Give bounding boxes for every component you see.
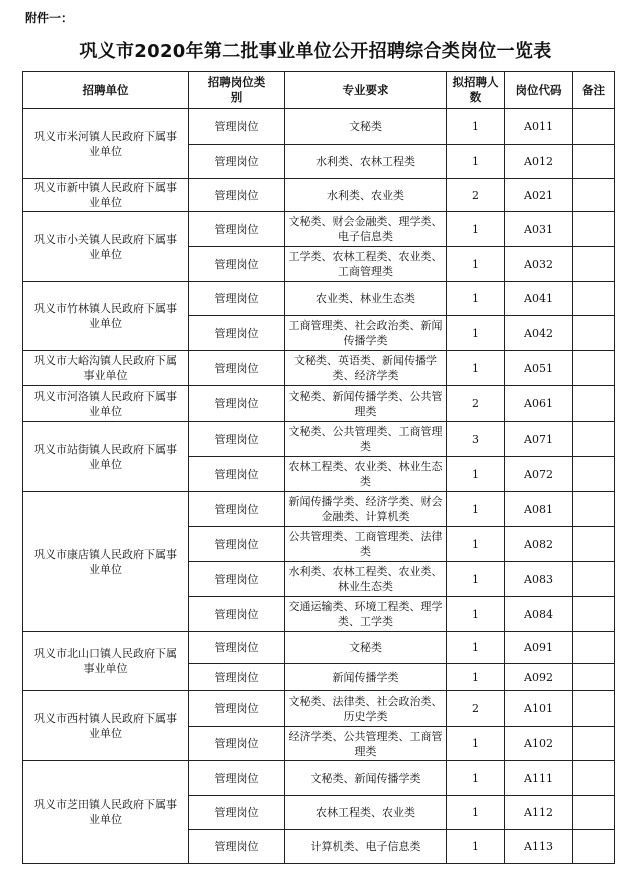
cell-major: 文秘类 xyxy=(285,109,447,145)
cell-code: A083 xyxy=(505,562,573,597)
cell-note xyxy=(573,179,615,212)
header-category: 招聘岗位类别 xyxy=(189,72,285,109)
cell-note xyxy=(573,761,615,796)
cell-major: 经济学类、公共管理类、工商管理类 xyxy=(285,727,447,761)
cell-count: 1 xyxy=(447,632,505,664)
cell-category: 管理岗位 xyxy=(189,422,285,457)
cell-unit: 巩义市北山口镇人民政府下属事业单位 xyxy=(23,632,189,691)
cell-count: 1 xyxy=(447,145,505,179)
cell-code: A102 xyxy=(505,727,573,761)
cell-category: 管理岗位 xyxy=(189,632,285,664)
cell-major: 文秘类、财会金融类、理学类、电子信息类 xyxy=(285,212,447,247)
cell-note xyxy=(573,727,615,761)
cell-note xyxy=(573,145,615,179)
cell-category: 管理岗位 xyxy=(189,247,285,282)
cell-count: 1 xyxy=(447,727,505,761)
cell-code: A032 xyxy=(505,247,573,282)
cell-unit: 巩义市河洛镇人民政府下属事业单位 xyxy=(23,386,189,422)
cell-note xyxy=(573,597,615,632)
cell-major: 交通运输类、环境工程类、理学类、工学类 xyxy=(285,597,447,632)
header-major: 专业要求 xyxy=(285,72,447,109)
document-title: 巩义市2020年第二批事业单位公开招聘综合类岗位一览表 xyxy=(79,41,552,62)
cell-unit: 巩义市西村镇人民政府下属事业单位 xyxy=(23,691,189,761)
cell-major: 新闻传播学类、经济学类、财会金融类、计算机类 xyxy=(285,492,447,527)
cell-count: 1 xyxy=(447,247,505,282)
cell-count: 1 xyxy=(447,457,505,492)
cell-major: 文秘类、公共管理类、工商管理类 xyxy=(285,422,447,457)
cell-major: 文秘类、新闻传播学类、公共管理类 xyxy=(285,386,447,422)
table-row xyxy=(23,761,615,796)
table-body xyxy=(23,109,615,864)
cell-code: A012 xyxy=(505,145,573,179)
cell-count: 1 xyxy=(447,351,505,386)
cell-category: 管理岗位 xyxy=(189,830,285,864)
cell-note xyxy=(573,632,615,664)
header-code: 岗位代码 xyxy=(505,72,573,109)
cell-note xyxy=(573,664,615,691)
cell-category: 管理岗位 xyxy=(189,316,285,351)
cell-category: 管理岗位 xyxy=(189,761,285,796)
cell-major: 新闻传播学类 xyxy=(285,664,447,691)
cell-category: 管理岗位 xyxy=(189,796,285,830)
cell-code: A021 xyxy=(505,179,573,212)
cell-count: 1 xyxy=(447,109,505,145)
cell-code: A042 xyxy=(505,316,573,351)
cell-code: A031 xyxy=(505,212,573,247)
cell-count: 2 xyxy=(447,179,505,212)
cell-code: A101 xyxy=(505,691,573,727)
cell-major: 农林工程类、农业类 xyxy=(285,796,447,830)
header-unit: 招聘单位 xyxy=(23,72,189,109)
cell-code: A084 xyxy=(505,597,573,632)
cell-category: 管理岗位 xyxy=(189,691,285,727)
cell-major: 文秘类、英语类、新闻传播学类、经济学类 xyxy=(285,351,447,386)
cell-unit: 巩义市竹林镇人民政府下属事业单位 xyxy=(23,282,189,351)
cell-category: 管理岗位 xyxy=(189,212,285,247)
cell-category: 管理岗位 xyxy=(189,282,285,316)
cell-count: 1 xyxy=(447,492,505,527)
cell-note xyxy=(573,212,615,247)
table-row xyxy=(23,109,615,145)
cell-count: 1 xyxy=(447,597,505,632)
cell-code: A011 xyxy=(505,109,573,145)
cell-count: 1 xyxy=(447,212,505,247)
cell-category: 管理岗位 xyxy=(189,386,285,422)
table-row xyxy=(23,632,615,664)
cell-count: 1 xyxy=(447,664,505,691)
header-note: 备注 xyxy=(573,72,615,109)
table-header-row xyxy=(23,72,615,109)
cell-note xyxy=(573,316,615,351)
cell-note xyxy=(573,247,615,282)
cell-major: 农业类、林业生态类 xyxy=(285,282,447,316)
cell-unit: 巩义市小关镇人民政府下属事业单位 xyxy=(23,212,189,282)
cell-code: A113 xyxy=(505,830,573,864)
cell-major: 计算机类、电子信息类 xyxy=(285,830,447,864)
table-row xyxy=(23,351,615,386)
cell-code: A072 xyxy=(505,457,573,492)
cell-count: 1 xyxy=(447,316,505,351)
cell-major: 水利类、农林工程类 xyxy=(285,145,447,179)
cell-category: 管理岗位 xyxy=(189,145,285,179)
cell-note xyxy=(573,691,615,727)
cell-major: 公共管理类、工商管理类、法律类 xyxy=(285,527,447,562)
cell-note xyxy=(573,796,615,830)
cell-note xyxy=(573,386,615,422)
cell-category: 管理岗位 xyxy=(189,664,285,691)
cell-unit: 巩义市新中镇人民政府下属事业单位 xyxy=(23,179,189,212)
cell-code: A082 xyxy=(505,527,573,562)
cell-count: 2 xyxy=(447,691,505,727)
cell-category: 管理岗位 xyxy=(189,109,285,145)
cell-note xyxy=(573,562,615,597)
cell-category: 管理岗位 xyxy=(189,562,285,597)
cell-note xyxy=(573,422,615,457)
table-row xyxy=(23,179,615,212)
cell-code: A112 xyxy=(505,796,573,830)
cell-note xyxy=(573,492,615,527)
cell-major: 工学类、农林工程类、农业类、工商管理类 xyxy=(285,247,447,282)
cell-code: A091 xyxy=(505,632,573,664)
cell-count: 1 xyxy=(447,796,505,830)
cell-major: 水利类、农林工程类、农业类、林业生态类 xyxy=(285,562,447,597)
cell-count: 2 xyxy=(447,386,505,422)
cell-major: 工商管理类、社会政治类、新闻传播学类 xyxy=(285,316,447,351)
cell-note xyxy=(573,527,615,562)
header-count: 拟招聘人数 xyxy=(447,72,505,109)
table-row xyxy=(23,422,615,457)
cell-unit: 巩义市芝田镇人民政府下属事业单位 xyxy=(23,761,189,864)
cell-count: 1 xyxy=(447,527,505,562)
cell-code: A051 xyxy=(505,351,573,386)
cell-note xyxy=(573,282,615,316)
cell-unit: 巩义市康店镇人民政府下属事业单位 xyxy=(23,492,189,632)
cell-code: A041 xyxy=(505,282,573,316)
cell-note xyxy=(573,109,615,145)
cell-note xyxy=(573,351,615,386)
cell-count: 1 xyxy=(447,761,505,796)
cell-note xyxy=(573,457,615,492)
table-row xyxy=(23,386,615,422)
cell-code: A081 xyxy=(505,492,573,527)
table-row xyxy=(23,492,615,527)
cell-unit: 巩义市站街镇人民政府下属事业单位 xyxy=(23,422,189,492)
table-row xyxy=(23,282,615,316)
attachment-label: 附件一： xyxy=(25,11,74,25)
cell-major: 农林工程类、农业类、林业生态类 xyxy=(285,457,447,492)
positions-table xyxy=(22,71,615,864)
cell-major: 文秘类 xyxy=(285,632,447,664)
cell-major: 水利类、农业类 xyxy=(285,179,447,212)
table-row xyxy=(23,212,615,247)
cell-category: 管理岗位 xyxy=(189,597,285,632)
cell-note xyxy=(573,830,615,864)
cell-category: 管理岗位 xyxy=(189,727,285,761)
cell-major: 文秘类、法律类、社会政治类、历史学类 xyxy=(285,691,447,727)
cell-category: 管理岗位 xyxy=(189,527,285,562)
cell-category: 管理岗位 xyxy=(189,492,285,527)
cell-code: A071 xyxy=(505,422,573,457)
cell-category: 管理岗位 xyxy=(189,457,285,492)
table-row xyxy=(23,691,615,727)
cell-count: 1 xyxy=(447,282,505,316)
cell-code: A111 xyxy=(505,761,573,796)
cell-code: A092 xyxy=(505,664,573,691)
cell-major: 文秘类、新闻传播学类 xyxy=(285,761,447,796)
cell-category: 管理岗位 xyxy=(189,179,285,212)
cell-unit: 巩义市大峪沟镇人民政府下属事业单位 xyxy=(23,351,189,386)
cell-count: 3 xyxy=(447,422,505,457)
cell-count: 1 xyxy=(447,562,505,597)
cell-unit: 巩义市米河镇人民政府下属事业单位 xyxy=(23,109,189,179)
cell-code: A061 xyxy=(505,386,573,422)
cell-category: 管理岗位 xyxy=(189,351,285,386)
cell-count: 1 xyxy=(447,830,505,864)
